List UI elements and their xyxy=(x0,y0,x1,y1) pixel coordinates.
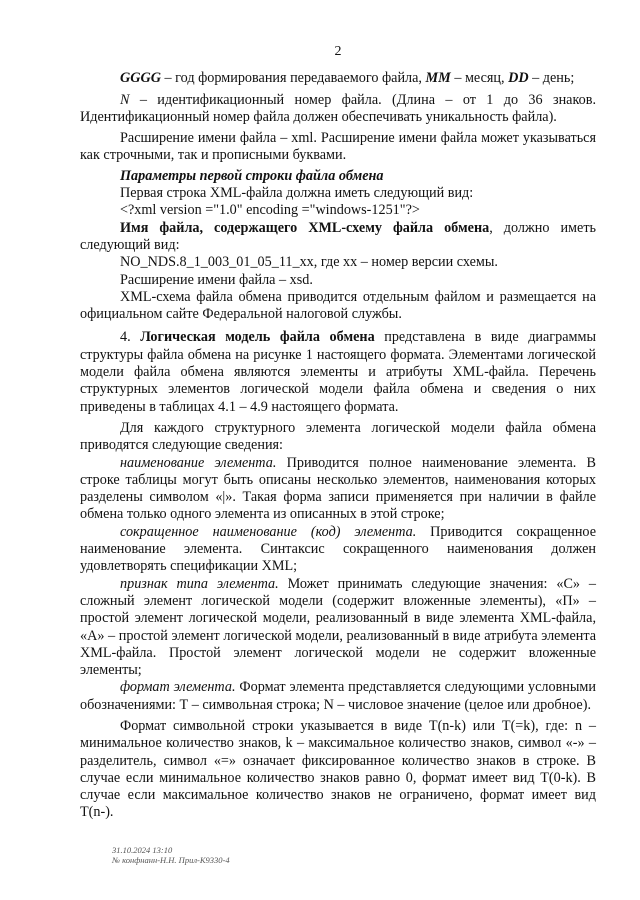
section-heading: Параметры первой строки файла обмена xyxy=(120,167,384,184)
paragraph-file-id: N – идентификационный номер файла. (Длина – от 1 до 36 знаков. Идентификационный номер файла должен обеспечивать уникальность файла). xyxy=(80,91,596,125)
paragraph-date-format: GGGG – год формирования передаваемого файла, MM – месяц, DD – день; xyxy=(120,70,575,87)
paragraph-first-line: Первая строка XML-файла должна иметь следующий вид: xyxy=(120,185,474,202)
paragraph-file-extension: Расширение имени файла – xml. Расширение имени файла может указываться как строчными, так и прописными буквами. xyxy=(80,130,596,164)
paragraph-string-format: Формат символьной строки указывается в виде Т(n-k) или Т(=k), где: n – минимальное количество знаков, k – максимальное количество знаков, символ «-» – разделитель, символ «=» означает фиксированное количество знаков в строке. В случае если минимальное количество знаков равно 0, формат имеет вид Т(0-k). В случае если максимальное количество знаков не ограничено, формат имеет вид Т(n-). xyxy=(80,717,596,821)
paragraph-schema-location: XML-схема файла обмена приводится отдельным файлом и размещается на официальном сайте Федеральной налоговой службы. xyxy=(80,288,596,323)
paragraph-schema-extension: Расширение имени файла – xsd. xyxy=(120,271,313,288)
page-number: 2 xyxy=(334,44,342,59)
paragraph-element-name: наименование элемента. Приводится полное наименование элемента. В строке таблицы могут быть описаны несколько элементов, наименования которых разделены символом «|». Такая форма записи применяется при наличии в файле обмена только одного элемента из описанных в этой строке; xyxy=(80,454,596,523)
paragraph-xml-declaration: <?xml version ="1.0" encoding ="windows-1251"?> xyxy=(120,202,420,219)
paragraph-element-type: признак типа элемента. Может принимать следующие значения: «С» – сложный элемент логической модели (содержит вложенные элементы), «П» – простой элемент логической модели, реализованный в виде элемента XML-файла, «А» – простой элемент логической модели, реализованный в виде атрибута элемента XML-файла. Простой элемент логической модели не содержит вложенные элементы; xyxy=(80,575,596,679)
footer-reference: № конфнанн-Н.Н. Прил-К9330-4 xyxy=(112,855,230,865)
paragraph-logical-model: 4. Логическая модель файла обмена представлена в виде диаграммы структуры файла обмена на рисунке 1 настоящего формата. Элементами логической модели файла обмена являются элементы и атрибуты XML-файла. Перечень структурных элементов логической модели файла обмена и сведения о них приведены в таблицах 4.1 – 4.9 настоящего формата. xyxy=(80,329,597,415)
paragraph-element-info: Для каждого структурного элемента логической модели файла обмена приводятся следующие сведения: xyxy=(80,419,596,454)
paragraph-schema-name: Имя файла, содержащего XML-схему файла обмена, должно иметь следующий вид: xyxy=(80,219,597,253)
paragraph-element-code: сокращенное наименование (код) элемента. Приводится сокращенное наименование элемента. Синтаксис сокращенного наименования должен удовлетворять спецификации XML; xyxy=(80,523,596,575)
paragraph-element-format: формат элемента. Формат элемента представляется следующими условными обозначениями: Т – символьная строка; N – числовое значение (целое или дробное). xyxy=(80,679,596,713)
paragraph-schema-filename: NO_NDS.8_1_003_01_05_11_xx, где хх – номер версии схемы. xyxy=(120,254,498,271)
footer-date: 31.10.2024 13:10 xyxy=(112,845,173,855)
footer-stamp xyxy=(112,845,230,865)
